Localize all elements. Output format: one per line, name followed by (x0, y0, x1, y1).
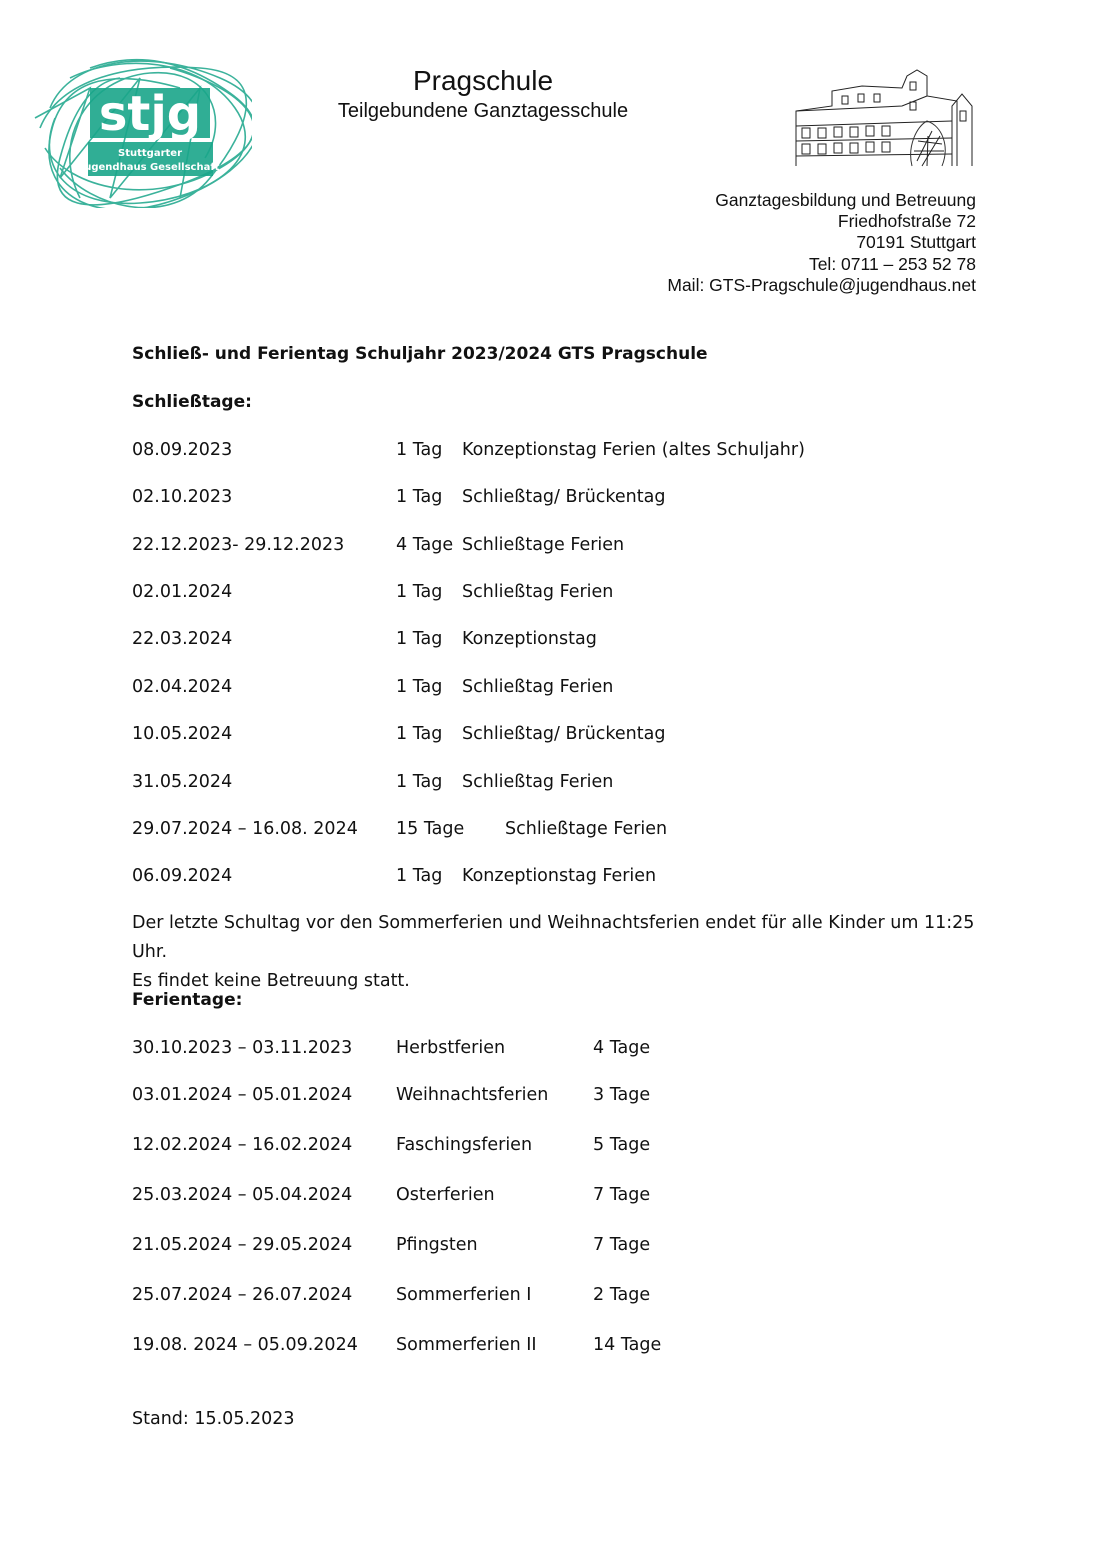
holiday-days: 14 Tage (593, 1335, 662, 1355)
closing-count: 1 Tag (396, 487, 443, 507)
holiday-range: 19.08. 2024 – 05.09.2024 (132, 1335, 358, 1355)
closing-desc: Schließtag Ferien (462, 677, 614, 697)
closing-date: 22.03.2024 (132, 629, 233, 649)
address-email: Mail: GTS-Pragschule@jugendhaus.net (667, 274, 976, 295)
closing-date: 06.09.2024 (132, 866, 233, 886)
address-phone: Tel: 0711 – 253 52 78 (808, 253, 976, 274)
holiday-days: 2 Tage (593, 1285, 651, 1305)
closing-desc: Schließtag Ferien (462, 582, 614, 602)
stjg-logo-graphic (30, 48, 252, 208)
closing-count: 1 Tag (396, 866, 443, 886)
closing-count: 1 Tag (396, 724, 443, 744)
school-name: Pragschule (412, 65, 554, 96)
stjg-logo (30, 48, 252, 208)
address-city: 70191 Stuttgart (856, 232, 976, 253)
closing-desc: Konzeptionstag (462, 629, 597, 649)
school-subtitle: Teilgebundene Ganztagesschule (337, 100, 629, 122)
document-title: Schließ- und Ferientag Schuljahr 2023/2024 GTS Pragschule (132, 344, 708, 364)
holiday-name: Pfingsten (396, 1235, 478, 1255)
holiday-name: Faschingsferien (396, 1135, 533, 1155)
closing-date: 02.10.2023 (132, 487, 233, 507)
closing-desc: Konzeptionstag Ferien (462, 866, 657, 886)
closing-desc: Konzeptionstag Ferien (altes Schuljahr) (462, 440, 805, 460)
closing-date: 02.01.2024 (132, 582, 233, 602)
logo-caption-1: Stuttgarter (118, 148, 182, 159)
closing-desc: Schließtag/ Brückentag (462, 724, 666, 744)
closing-desc: Schließtag Ferien (462, 772, 614, 792)
closing-date: 08.09.2023 (132, 440, 233, 460)
address-block (667, 190, 976, 296)
holiday-range: 25.07.2024 – 26.07.2024 (132, 1285, 353, 1305)
address-street: Friedhofstraße 72 (837, 211, 976, 232)
closing-desc: Schließtag/ Brückentag (462, 487, 666, 507)
closing-count: 1 Tag (396, 440, 443, 460)
closing-count: 15 Tage (396, 819, 465, 839)
holiday-range: 12.02.2024 – 16.02.2024 (132, 1135, 353, 1155)
closing-date: 10.05.2024 (132, 724, 233, 744)
note-paragraph (132, 909, 992, 996)
school-building-sketch (792, 66, 978, 168)
holiday-name: Weihnachtsferien (396, 1085, 549, 1105)
stand-date: Stand: 15.05.2023 (132, 1409, 295, 1429)
closing-count: 4 Tage (396, 535, 454, 555)
closing-desc: Schließtage Ferien (505, 819, 668, 839)
school-heading (300, 64, 666, 124)
closing-date: 22.12.2023- 29.12.2023 (132, 535, 345, 555)
closing-count: 1 Tag (396, 772, 443, 792)
address-department: Ganztagesbildung und Betreuung (715, 190, 976, 210)
note-line-2: Es findet keine Betreuung statt. (132, 971, 410, 991)
holiday-name: Osterferien (396, 1185, 495, 1205)
holiday-days: 4 Tage (593, 1038, 651, 1058)
holiday-range: 21.05.2024 – 29.05.2024 (132, 1235, 353, 1255)
holiday-days: 7 Tage (593, 1185, 651, 1205)
holiday-range: 25.03.2024 – 05.04.2024 (132, 1185, 353, 1205)
holiday-name: Sommerferien II (396, 1335, 537, 1355)
closing-date: 31.05.2024 (132, 772, 233, 792)
closing-count: 1 Tag (396, 629, 443, 649)
closing-date: 02.04.2024 (132, 677, 233, 697)
building-sketch-graphic (792, 66, 978, 168)
holiday-name: Herbstferien (396, 1038, 506, 1058)
holiday-days: 3 Tage (593, 1085, 651, 1105)
holiday-days-heading: Ferientage: (132, 990, 243, 1010)
closing-date: 29.07.2024 – 16.08. 2024 (132, 819, 358, 839)
closing-count: 1 Tag (396, 582, 443, 602)
holiday-range: 03.01.2024 – 05.01.2024 (132, 1085, 353, 1105)
holiday-days: 5 Tage (593, 1135, 651, 1155)
logo-caption-2: Jugendhaus Gesellschaft (80, 162, 220, 173)
closing-desc: Schließtage Ferien (462, 535, 625, 555)
holiday-name: Sommerferien I (396, 1285, 532, 1305)
note-line-1: Der letzte Schultag vor den Sommerferien und Weihnachtsferien endet für alle Kinder um 11:25 Uhr. (132, 913, 975, 962)
logo-text: stjg (98, 86, 202, 142)
closing-count: 1 Tag (396, 677, 443, 697)
holiday-range: 30.10.2023 – 03.11.2023 (132, 1038, 353, 1058)
closing-days-heading: Schließtage: (132, 392, 252, 412)
holiday-days: 7 Tage (593, 1235, 651, 1255)
